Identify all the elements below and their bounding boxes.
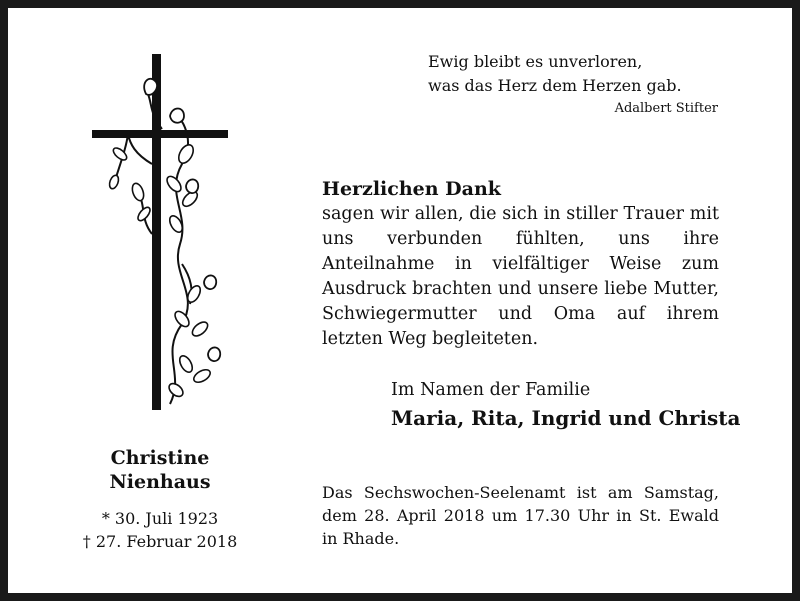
quote-line-2: was das Herz dem Herzen gab. [428, 76, 682, 95]
deceased-first-name: Christine [110, 447, 210, 469]
family-names: Maria, Rita, Ingrid und Christa [391, 406, 741, 430]
thanks-block [322, 176, 719, 352]
death-date: † 27. Februar 2018 [82, 532, 238, 551]
quote-line-1: Ewig bleibt es unverloren, [428, 52, 643, 71]
quote-author: Adalbert Stifter [614, 101, 718, 116]
deceased-last-name: Nienhaus [109, 471, 211, 493]
service-notice: Das Sechswochen-Seelenamt ist am Samstag, dem 28. April 2018 um 17.30 Uhr in St. Ewald in Rhade. [322, 483, 719, 548]
obituary-card [8, 8, 792, 593]
birth-date: * 30. Juli 1923 [101, 509, 219, 528]
thanks-body: sagen wir allen, die sich in stiller Trauer mit uns verbunden fühlten, uns ihre Anteilnahme in vielfältiger Weise zum Ausdruck brachten und unsere liebe Mutter, Schwiegermutter und Oma auf ihrem letzten Weg begleiteten. [322, 204, 719, 349]
quote-block [428, 50, 718, 119]
life-dates [68, 507, 252, 553]
deceased-block [68, 446, 252, 553]
thanks-heading: Herzlichen Dank [322, 178, 501, 200]
family-intro: Im Namen der Familie [391, 380, 591, 400]
cross-with-roses-icon [90, 54, 230, 414]
